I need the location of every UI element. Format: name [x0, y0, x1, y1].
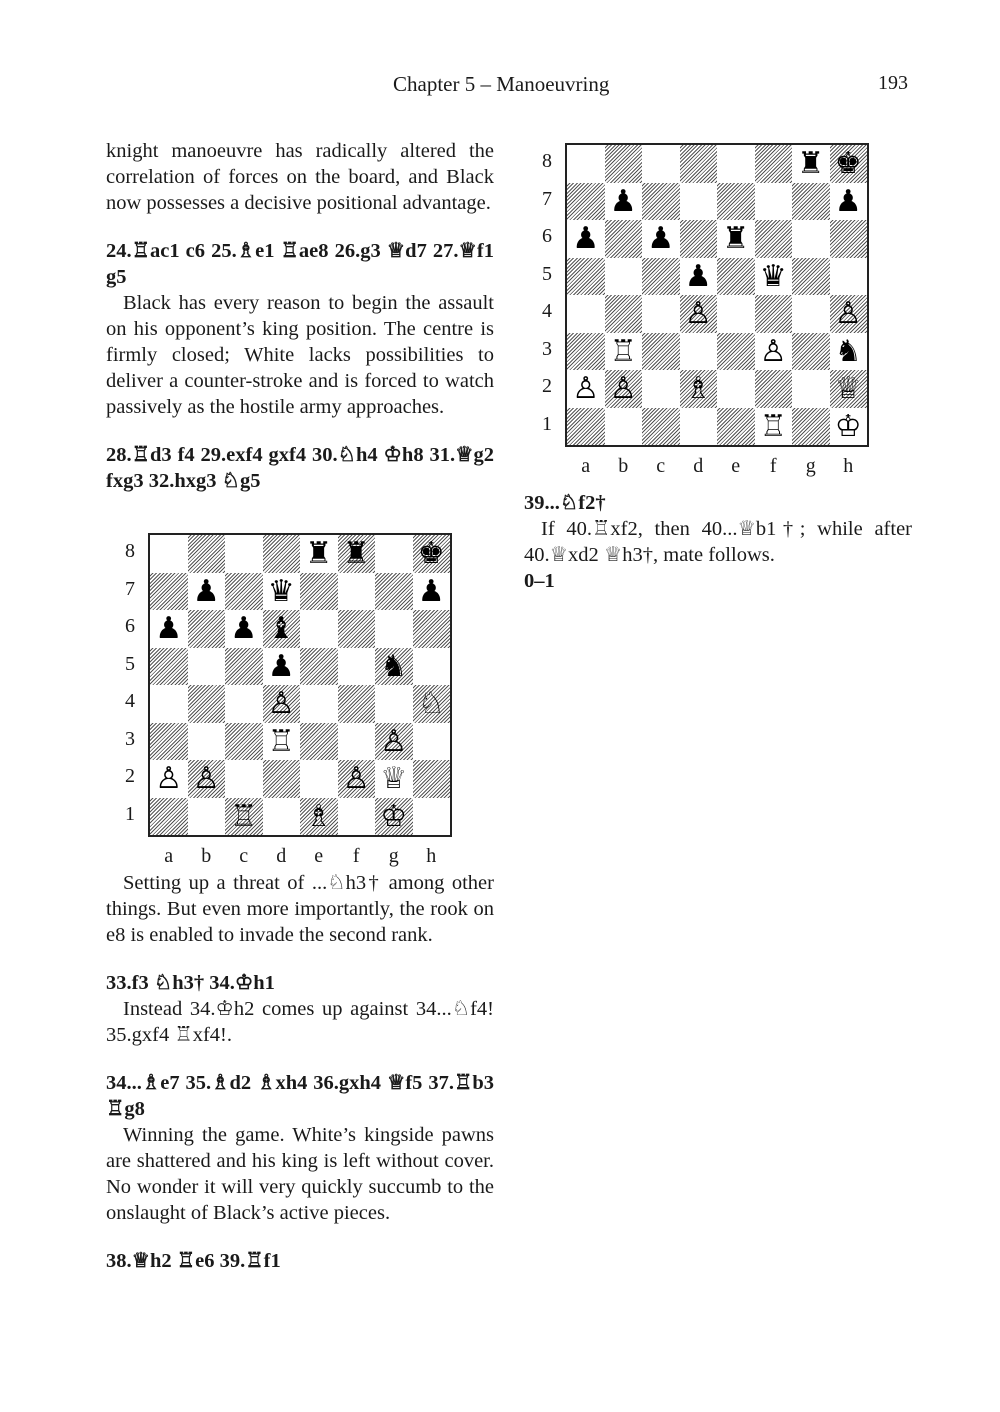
- chess-piece-h8: ♚: [834, 146, 862, 181]
- file-label: b: [618, 455, 629, 477]
- board-square: [150, 798, 188, 836]
- board-square: [792, 220, 830, 258]
- board-square: [605, 295, 643, 333]
- chess-piece-g8: ♜: [797, 146, 825, 181]
- right-column: [524, 490, 912, 594]
- board-square: [567, 183, 605, 221]
- chess-piece-g3: ♙: [380, 723, 408, 759]
- chess-piece-b3: ♖: [609, 333, 637, 369]
- file-label: a: [581, 455, 591, 477]
- board-square: [225, 573, 263, 611]
- paragraph: Black has every reason to begin the assault on his opponent’s king position. The centre is firmly closed; White lacks possibilities to deliver a counter-stroke and is forced to watch passively as the hostile army approaches.: [106, 292, 494, 418]
- board-square: [150, 723, 188, 761]
- game-result: 0–1: [524, 570, 555, 592]
- board-square: [150, 685, 188, 723]
- board-square: [338, 573, 376, 611]
- board-square: [225, 685, 263, 723]
- board-square: [375, 685, 413, 723]
- board-square: [413, 798, 451, 836]
- rank-label: 8: [125, 540, 135, 562]
- board-square: [717, 333, 755, 371]
- file-label: g: [805, 455, 816, 477]
- board-square: [338, 723, 376, 761]
- chess-piece-d5: ♟: [267, 648, 295, 684]
- board-square: [755, 145, 793, 183]
- board-square: [300, 648, 338, 686]
- board-square: [567, 258, 605, 296]
- file-label: d: [693, 455, 704, 477]
- paragraph: If 40.♖xf2, then 40...♕b1†; while after 40.♕xd2 ♕h3†, mate follows.: [524, 518, 912, 566]
- chess-piece-d4: ♙: [267, 686, 295, 721]
- file-label: a: [164, 845, 174, 867]
- chess-piece-e1: ♗: [305, 798, 333, 834]
- running-header: [0, 72, 1000, 102]
- board-square: [755, 220, 793, 258]
- chess-board: [565, 143, 869, 447]
- board-square: [642, 295, 680, 333]
- chess-piece-f5: ♛: [759, 258, 787, 294]
- board-square: [188, 648, 226, 686]
- board-square: [567, 408, 605, 446]
- board-square: [567, 145, 605, 183]
- chess-piece-h8: ♚: [417, 536, 445, 571]
- file-label: g: [388, 845, 399, 867]
- board-square: [150, 535, 188, 573]
- board-square: [375, 535, 413, 573]
- paragraph: knight manoeuvre has radically altered the correlation of forces on the board, and Black now possesses a decisive positional advantage.: [106, 140, 494, 214]
- chess-piece-d2: ♗: [684, 371, 712, 406]
- move-line: 24.♖ac1 c6 25.♗e1 ♖ae8 26.g3 ♕d7 27.♕f1 g5: [106, 240, 494, 288]
- chess-piece-b7: ♟: [192, 573, 220, 609]
- chess-piece-c1: ♖: [230, 798, 258, 834]
- board-square: [717, 295, 755, 333]
- board-square: [150, 573, 188, 611]
- board-square: [830, 220, 868, 258]
- rank-label: 2: [125, 765, 135, 787]
- chess-piece-b2: ♙: [192, 761, 220, 796]
- board-square: [680, 408, 718, 446]
- rank-label: 5: [542, 262, 552, 285]
- file-label: h: [843, 455, 854, 477]
- rank-label: 4: [542, 300, 552, 322]
- board-square: [717, 408, 755, 446]
- board-square: [338, 798, 376, 836]
- chess-piece-d4: ♙: [684, 296, 712, 331]
- board-square: [225, 648, 263, 686]
- paragraph: Setting up a threat of ...♘h3† among other things. But even more importantly, the rook on e8 is enabled to invade the second rank.: [106, 872, 494, 946]
- rank-label: 1: [542, 412, 552, 435]
- chess-piece-g2: ♕: [380, 761, 408, 796]
- chess-piece-g5: ♞: [380, 648, 408, 684]
- file-label: c: [656, 455, 666, 477]
- chess-piece-d7: ♛: [267, 573, 295, 609]
- board-square: [413, 723, 451, 761]
- board-square: [188, 535, 226, 573]
- board-square: [150, 648, 188, 686]
- board-square: [717, 258, 755, 296]
- rank-label: 6: [125, 615, 135, 637]
- chess-piece-h7: ♟: [417, 573, 445, 609]
- chess-piece-d3: ♖: [267, 723, 295, 759]
- running-title: Chapter 5 – Manoeuvring: [393, 72, 610, 96]
- move-line: 39...♘f2†: [524, 492, 606, 514]
- board-square: [188, 610, 226, 648]
- rank-label: 1: [125, 802, 135, 825]
- move-line: 33.f3 ♘h3† 34.♔h1: [106, 972, 275, 994]
- board-square: [300, 573, 338, 611]
- chess-piece-a6: ♟: [155, 611, 183, 646]
- chess-piece-h3: ♞: [834, 333, 862, 369]
- board-square: [605, 258, 643, 296]
- chess-piece-a2: ♙: [155, 761, 183, 796]
- board-square: [717, 145, 755, 183]
- chess-diagram-2: [537, 143, 877, 483]
- board-square: [755, 370, 793, 408]
- file-label: f: [769, 455, 777, 477]
- board-square: [642, 145, 680, 183]
- board-square: [605, 408, 643, 446]
- rank-label: 3: [125, 727, 135, 750]
- board-square: [338, 648, 376, 686]
- chess-piece-h4: ♙: [834, 296, 862, 331]
- board-square: [413, 610, 451, 648]
- file-label: b: [201, 845, 212, 867]
- paragraph: Instead 34.♔h2 comes up against 34...♘f4! 35.gxf4 ♖xf4!.: [106, 998, 494, 1046]
- rank-label: 3: [542, 337, 552, 360]
- rank-label: 6: [542, 225, 552, 247]
- chess-piece-b2: ♙: [609, 371, 637, 406]
- board-square: [680, 220, 718, 258]
- board-square: [717, 370, 755, 408]
- board-square: [642, 258, 680, 296]
- chess-piece-h2: ♕: [834, 371, 862, 406]
- board-square: [300, 723, 338, 761]
- chess-piece-c6: ♟: [647, 221, 675, 256]
- board-square: [792, 333, 830, 371]
- board-square: [375, 610, 413, 648]
- chess-piece-d5: ♟: [684, 258, 712, 294]
- board-square: [717, 183, 755, 221]
- board-square: [755, 183, 793, 221]
- chess-piece-f3: ♙: [759, 333, 787, 369]
- board-square: [338, 610, 376, 648]
- chess-piece-g1: ♔: [380, 798, 408, 834]
- chess-piece-e6: ♜: [722, 221, 750, 256]
- board-square: [642, 183, 680, 221]
- board-square: [375, 573, 413, 611]
- board-square: [338, 685, 376, 723]
- board-square: [300, 610, 338, 648]
- board-square: [263, 535, 301, 573]
- board-square: [605, 220, 643, 258]
- board-square: [792, 408, 830, 446]
- file-label: e: [731, 455, 741, 477]
- chess-piece-h7: ♟: [834, 183, 862, 219]
- board-square: [642, 333, 680, 371]
- move-line: 28.♖d3 f4 29.exf4 gxf4 30.♘h4 ♔h8 31.♕g2 fxg3 32.hxg3 ♘g5: [106, 444, 494, 492]
- file-label: d: [276, 845, 287, 867]
- board-square: [263, 798, 301, 836]
- board-square: [680, 183, 718, 221]
- chess-piece-e8: ♜: [305, 536, 333, 571]
- chess-diagram-1: [120, 533, 460, 873]
- board-square: [567, 333, 605, 371]
- rank-label: 8: [542, 150, 552, 172]
- board-square: [792, 295, 830, 333]
- board-square: [642, 370, 680, 408]
- board-square: [830, 258, 868, 296]
- rank-label: 5: [125, 652, 135, 675]
- chess-piece-a2: ♙: [572, 371, 600, 406]
- rank-label: 7: [125, 577, 135, 600]
- board-square: [642, 408, 680, 446]
- board-square: [225, 723, 263, 761]
- chess-piece-b7: ♟: [609, 183, 637, 219]
- page-number: 193: [878, 72, 908, 94]
- rank-label: 4: [125, 690, 135, 712]
- chess-piece-h1: ♔: [834, 408, 862, 444]
- move-line: 34...♗e7 35.♗d2 ♗xh4 36.gxh4 ♕f5 37.♖b3 ♖g8: [106, 1072, 494, 1120]
- chess-piece-c6: ♟: [230, 611, 258, 646]
- board-square: [680, 333, 718, 371]
- chess-board: [148, 533, 452, 837]
- move-line: 38.♕h2 ♖e6 39.♖f1: [106, 1250, 281, 1272]
- file-label: h: [426, 845, 437, 867]
- board-square: [413, 648, 451, 686]
- chess-piece-f2: ♙: [342, 761, 370, 796]
- chess-piece-h4: ♘: [417, 686, 445, 721]
- board-square: [225, 535, 263, 573]
- board-square: [188, 723, 226, 761]
- board-square: [300, 760, 338, 798]
- chess-piece-f1: ♖: [759, 408, 787, 444]
- rank-label: 2: [542, 375, 552, 397]
- chess-piece-a6: ♟: [572, 221, 600, 256]
- file-label: c: [239, 845, 249, 867]
- board-square: [300, 685, 338, 723]
- file-label: e: [314, 845, 324, 867]
- board-square: [225, 760, 263, 798]
- board-square: [605, 145, 643, 183]
- board-square: [680, 145, 718, 183]
- board-square: [188, 685, 226, 723]
- chess-piece-d6: ♝: [267, 611, 295, 646]
- board-square: [792, 370, 830, 408]
- board-square: [188, 798, 226, 836]
- board-square: [792, 183, 830, 221]
- chess-piece-f8: ♜: [342, 536, 370, 571]
- rank-label: 7: [542, 187, 552, 210]
- board-square: [792, 258, 830, 296]
- board-square: [263, 760, 301, 798]
- board-square: [413, 760, 451, 798]
- file-label: f: [352, 845, 360, 867]
- paragraph: Winning the game. White’s kingside pawns are shattered and his king is left without cover. No wonder it will very quickly succumb to the onslaught of Black’s active pieces.: [106, 1124, 494, 1224]
- board-square: [755, 295, 793, 333]
- board-square: [567, 295, 605, 333]
